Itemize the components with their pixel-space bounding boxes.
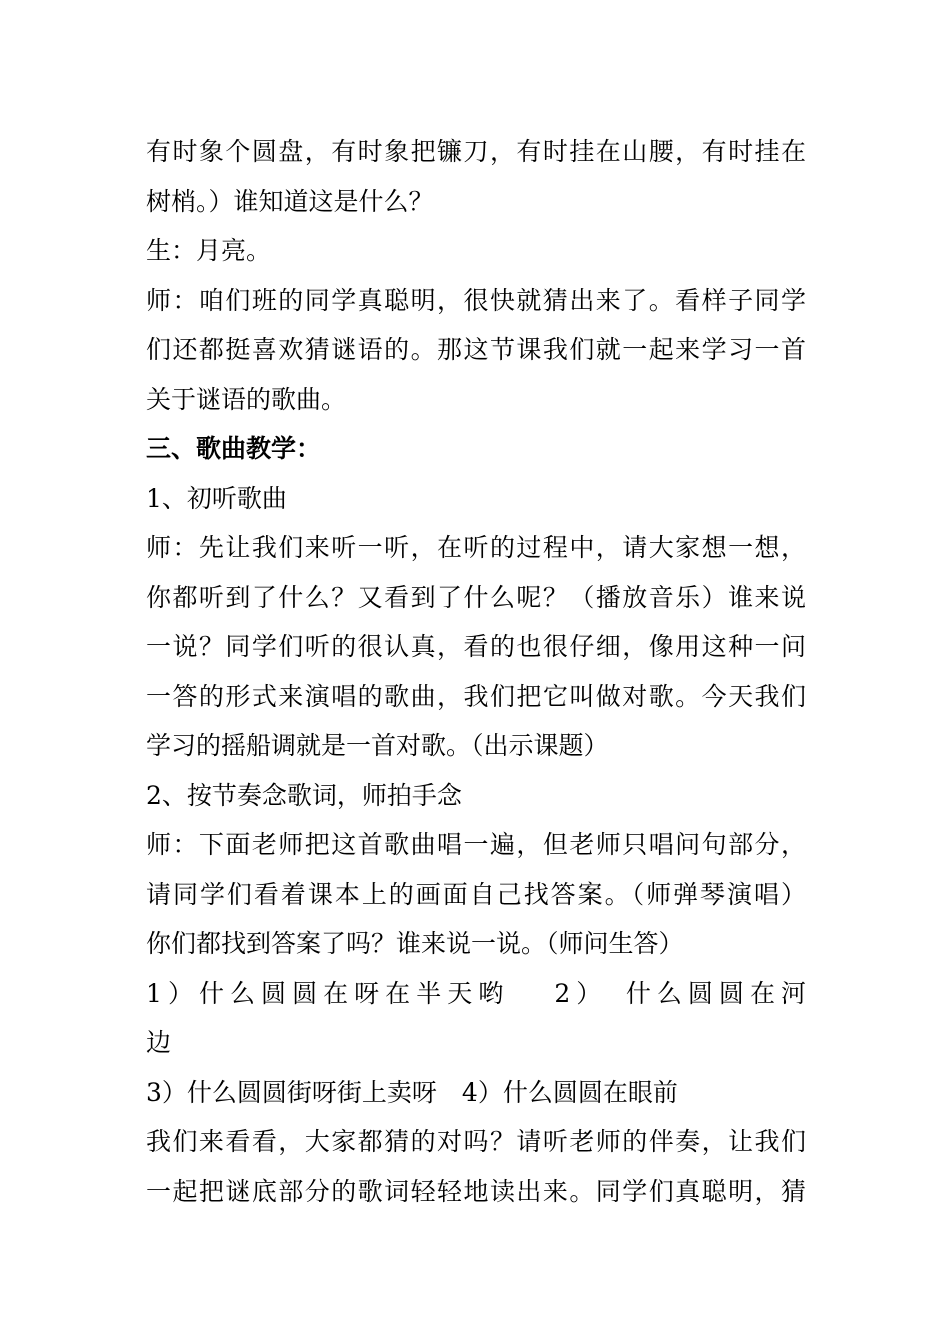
paragraph-line: 师：咱们班的同学真聪明，很快就猜出来了。看样子同学 xyxy=(146,285,806,315)
paragraph-line: 你们都找到答案了吗？谁来说一说。（师问生答） xyxy=(146,929,684,958)
paragraph-line: 们还都挺喜欢猜谜语的。那这节课我们就一起来学习一首 xyxy=(146,335,806,364)
lyrics-line: 3）什么圆圆街呀街上卖呀 4）什么圆圆在眼前 xyxy=(146,1077,678,1107)
subsection-heading: 2、按节奏念歌词，师拍手念 xyxy=(146,780,462,810)
paragraph-line: 有时象个圆盘，有时象把镰刀，有时挂在山腰，有时挂在 xyxy=(146,137,806,166)
paragraph-line: 学习的摇船调就是一首对歌。（出示课题） xyxy=(146,731,609,760)
section-heading: 三、歌曲教学： xyxy=(146,434,322,463)
paragraph-line: 一答的形式来演唱的歌曲，我们把它叫做对歌。今天我们 xyxy=(146,681,806,711)
paragraph-line: 请同学们看着课本上的画面自己找答案。（师弹琴演唱） xyxy=(146,879,806,909)
paragraph-line: 一说？同学们听的很认真，看的也很仔细，像用这种一问 xyxy=(146,632,806,661)
lyrics-line: 1）什么圆圆在呀在半天哟 2） 什么圆圆在河 xyxy=(146,978,806,1008)
document-body xyxy=(146,127,806,1216)
paragraph-line: 关于谜语的歌曲。 xyxy=(146,384,347,414)
paragraph-line: 我们来看看，大家都猜的对吗？请听老师的伴奏，让我们 xyxy=(146,1127,806,1156)
paragraph-line: 你都听到了什么？又看到了什么呢？（播放音乐）谁来说 xyxy=(146,582,806,612)
paragraph-line: 一起把谜底部分的歌词轻轻地读出来。同学们真聪明，猜 xyxy=(146,1176,806,1206)
paragraph-line: 师：下面老师把这首歌曲唱一遍，但老师只唱问句部分， xyxy=(146,830,806,859)
paragraph-line: 师：先让我们来听一听，在听的过程中，请大家想一想， xyxy=(146,533,806,562)
lyrics-line: 边 xyxy=(146,1028,172,1057)
subsection-heading: 1、初听歌曲 xyxy=(146,483,287,513)
paragraph-line: 生：月亮。 xyxy=(146,236,272,265)
paragraph-line: 树梢。）谁知道这是什么？ xyxy=(146,186,434,216)
